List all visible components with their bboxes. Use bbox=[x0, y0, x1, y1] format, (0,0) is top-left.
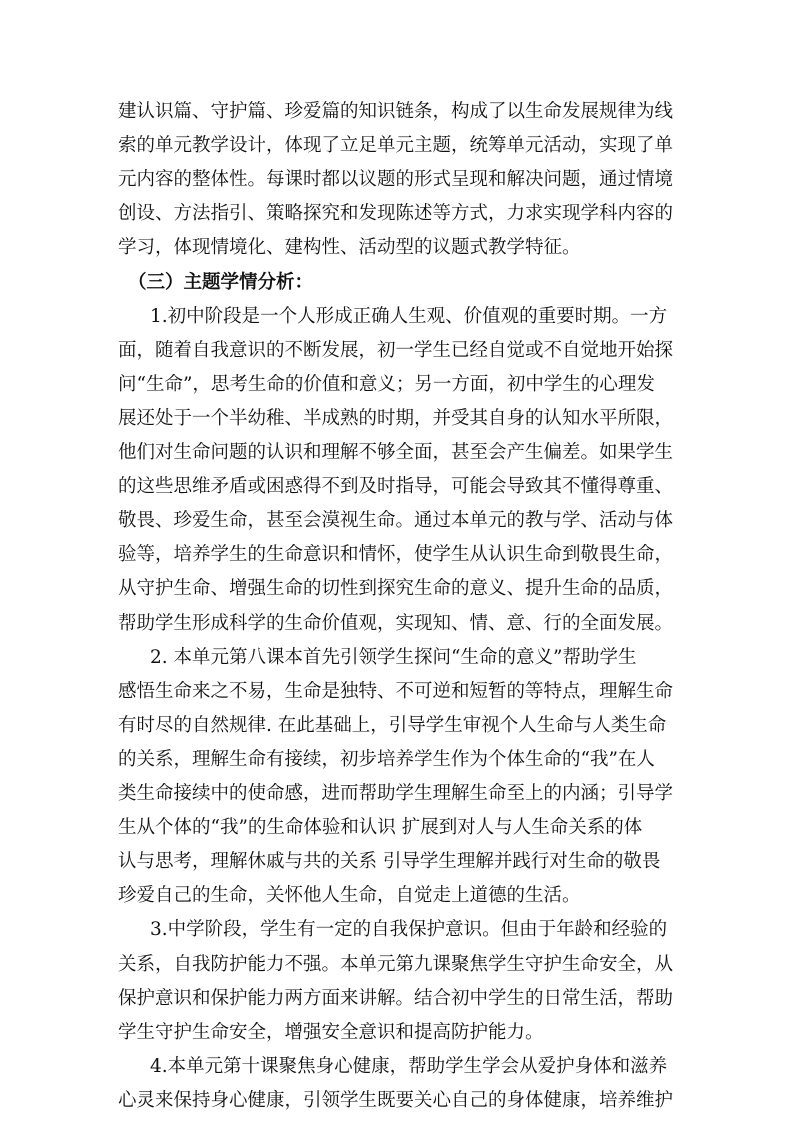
point2-line-1: 2. 本单元第八课本首先引领学生探问“生命的意义”帮助学生 bbox=[150, 647, 637, 668]
point3-line-1: 3.中学阶段，学生有一定的自我保护意识。但由于年龄和经验的 bbox=[150, 919, 668, 940]
point4-line-1: 4.本单元第十课聚焦身心健康，帮助学生学会从爱护身体和滋养 bbox=[150, 1056, 668, 1077]
point1-line-3: 问“生命”，思考生命的价值和意义；另一方面，初中学生的心理发 bbox=[118, 374, 655, 395]
point2-line-2: 感悟生命来之不易，生命是独特、不可逆和短暂的等特点，理解生命 bbox=[118, 681, 674, 702]
point2-line-4: 的关系，理解生命有接续，初步培养学生作为个体生命的“我”在人 bbox=[118, 749, 655, 770]
point2-line-5: 类生命接续中的使命感，进而帮助学生理解生命至上的内涵；引导学 bbox=[118, 783, 674, 804]
intro-line-3: 元内容的整体性。每课时都以议题的形式呈现和解决问题，通过情境 bbox=[118, 169, 674, 190]
point3-line-3: 保护意识和保护能力两方面来讲解。结合初中学生的日常生活，帮助 bbox=[118, 988, 674, 1009]
point1-line-8: 验等，培养学生的生命意识和情怀，使学生从认识生命到敬畏生命， bbox=[118, 544, 674, 565]
point1-line-1: 1.初中阶段是一个人形成正确人生观、价值观的重要时期。一方 bbox=[150, 306, 668, 327]
intro-line-5: 学习，体现情境化、建构性、活动型的议题式教学特征。 bbox=[118, 237, 581, 258]
point1-line-2: 面，随着自我意识的不断发展，初一学生已经自觉或不自觉地开始探 bbox=[118, 340, 674, 361]
point1-line-7: 敬畏、珍爱生命，甚至会漠视生命。通过本单元的教与学、活动与体 bbox=[118, 510, 674, 531]
point1-line-10: 帮助学生形成科学的生命价值观，实现知、情、意、行的全面发展。 bbox=[118, 613, 674, 634]
point1-line-5: 他们对生命问题的认识和理解不够全面，甚至会产生偏差。如果学生 bbox=[118, 442, 674, 463]
point2-line-3: 有时尽的自然规律. 在此基础上，引导学生审视个人生命与人类生命 bbox=[118, 715, 667, 736]
point1-line-6: 的这些思维矛盾或困惑得不到及时指导，可能会导致其不懂得尊重、 bbox=[118, 476, 674, 497]
point2-line-8: 珍爱自己的生命，关怀他人生命，自觉走上道德的生活。 bbox=[118, 885, 581, 906]
intro-line-4: 创设、方法指引、策略探究和发现陈述等方式，力求实现学科内容的 bbox=[118, 203, 674, 224]
section-heading: （三）主题学情分析： bbox=[128, 272, 314, 293]
intro-line-2: 索的单元教学设计，体现了立足单元主题，统筹单元活动，实现了单 bbox=[118, 135, 674, 156]
intro-line-1: 建认识篇、守护篇、珍爱篇的知识链条，构成了以生命发展规律为线 bbox=[118, 101, 674, 122]
point3-line-2: 关系，自我防护能力不强。本单元第九课聚焦学生守护生命安全，从 bbox=[118, 954, 674, 975]
point1-line-9: 从守护生命、增强生命的切性到探究生命的意义、提升生命的品质， bbox=[118, 578, 674, 599]
point3-line-4: 学生守护生命安全，增强安全意识和提高防护能力。 bbox=[118, 1022, 544, 1043]
point4-line-2: 心灵来保持身心健康，引领学生既要关心自己的身体健康，培养维护 bbox=[118, 1090, 674, 1111]
point2-line-7: 认与思考，理解休戚与共的关系 引导学生理解并践行对生命的敬畏 bbox=[118, 851, 661, 872]
point2-line-6: 生从个体的“我”的生命体验和认识 扩展到对人与人生命关系的体 bbox=[118, 817, 643, 838]
point1-line-4: 展还处于一个半幼稚、半成熟的时期，并受其自身的认知水平所限， bbox=[118, 408, 674, 429]
